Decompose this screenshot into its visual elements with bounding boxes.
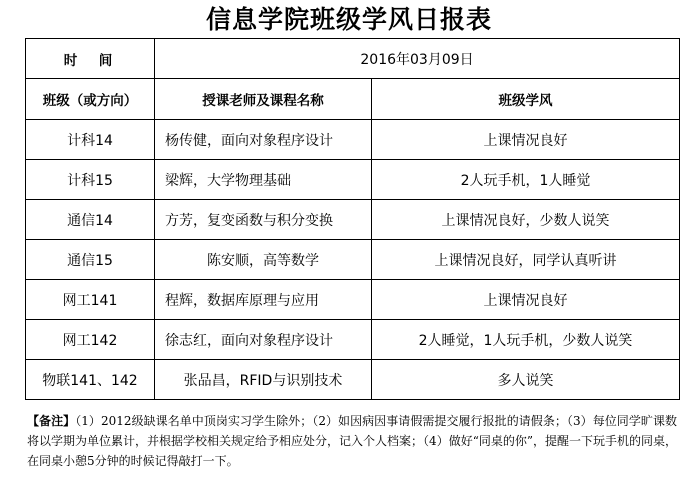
study-style-cell: 上课情况良好 <box>372 280 680 320</box>
teacher-course-cell: 杨传健，面向对象程序设计 <box>155 120 372 160</box>
table-row <box>26 160 680 200</box>
table-row <box>26 320 680 360</box>
study-style-cell: 2人玩手机，1人睡觉 <box>372 160 680 200</box>
teacher-course-cell: 张品昌，RFID与识别技术 <box>155 360 372 400</box>
teacher-course-cell: 陈安顺，高等数学 <box>155 240 372 280</box>
class-cell: 物联141、142 <box>26 360 155 400</box>
class-cell: 网工141 <box>26 280 155 320</box>
remark-text: （1）2012级缺课名单中顶岗实习学生除外；（2）如因病因事请假需提交履行报批的请假条；（3）每位同学旷课数将以学期为单位累计，并根据学校相关规定给予相应处分，记入个人档案；（4）做好“同桌的你”，提醒一下玩手机的同桌，在同桌小憩5分钟的时候记得敲打一下。 <box>27 414 677 468</box>
table-row <box>26 200 680 240</box>
study-style-cell: 上课情况良好，少数人说笑 <box>372 200 680 240</box>
remark-note <box>27 411 677 471</box>
study-style-cell: 上课情况良好，同学认真听讲 <box>372 240 680 280</box>
study-style-table <box>25 38 680 400</box>
class-cell: 计科14 <box>26 120 155 160</box>
remark-label: 【备注】 <box>27 414 76 428</box>
teacher-course-cell: 徐志红，面向对象程序设计 <box>155 320 372 360</box>
table-row <box>26 280 680 320</box>
teacher-course-cell: 梁辉，大学物理基础 <box>155 160 372 200</box>
time-label: 时 间 <box>26 39 155 79</box>
study-style-cell: 多人说笑 <box>372 360 680 400</box>
table-row <box>26 120 680 160</box>
table-row <box>26 360 680 400</box>
report-date: 2016年03月09日 <box>155 39 680 79</box>
study-style-cell: 上课情况良好 <box>372 120 680 160</box>
teacher-course-cell: 程辉，数据库原理与应用 <box>155 280 372 320</box>
table-row <box>26 240 680 280</box>
report-title: 信息学院班级学风日报表 <box>205 5 492 34</box>
header-class: 班级（或方向） <box>26 79 155 120</box>
header-teacher-course: 授课老师及课程名称 <box>155 79 372 120</box>
class-cell: 通信15 <box>26 240 155 280</box>
header-row <box>26 79 680 120</box>
teacher-course-cell: 方芳，复变函数与积分变换 <box>155 200 372 240</box>
time-row <box>26 39 680 79</box>
class-cell: 通信14 <box>26 200 155 240</box>
class-cell: 计科15 <box>26 160 155 200</box>
study-style-cell: 2人睡觉，1人玩手机，少数人说笑 <box>372 320 680 360</box>
header-study-style: 班级学风 <box>372 79 680 120</box>
class-cell: 网工142 <box>26 320 155 360</box>
